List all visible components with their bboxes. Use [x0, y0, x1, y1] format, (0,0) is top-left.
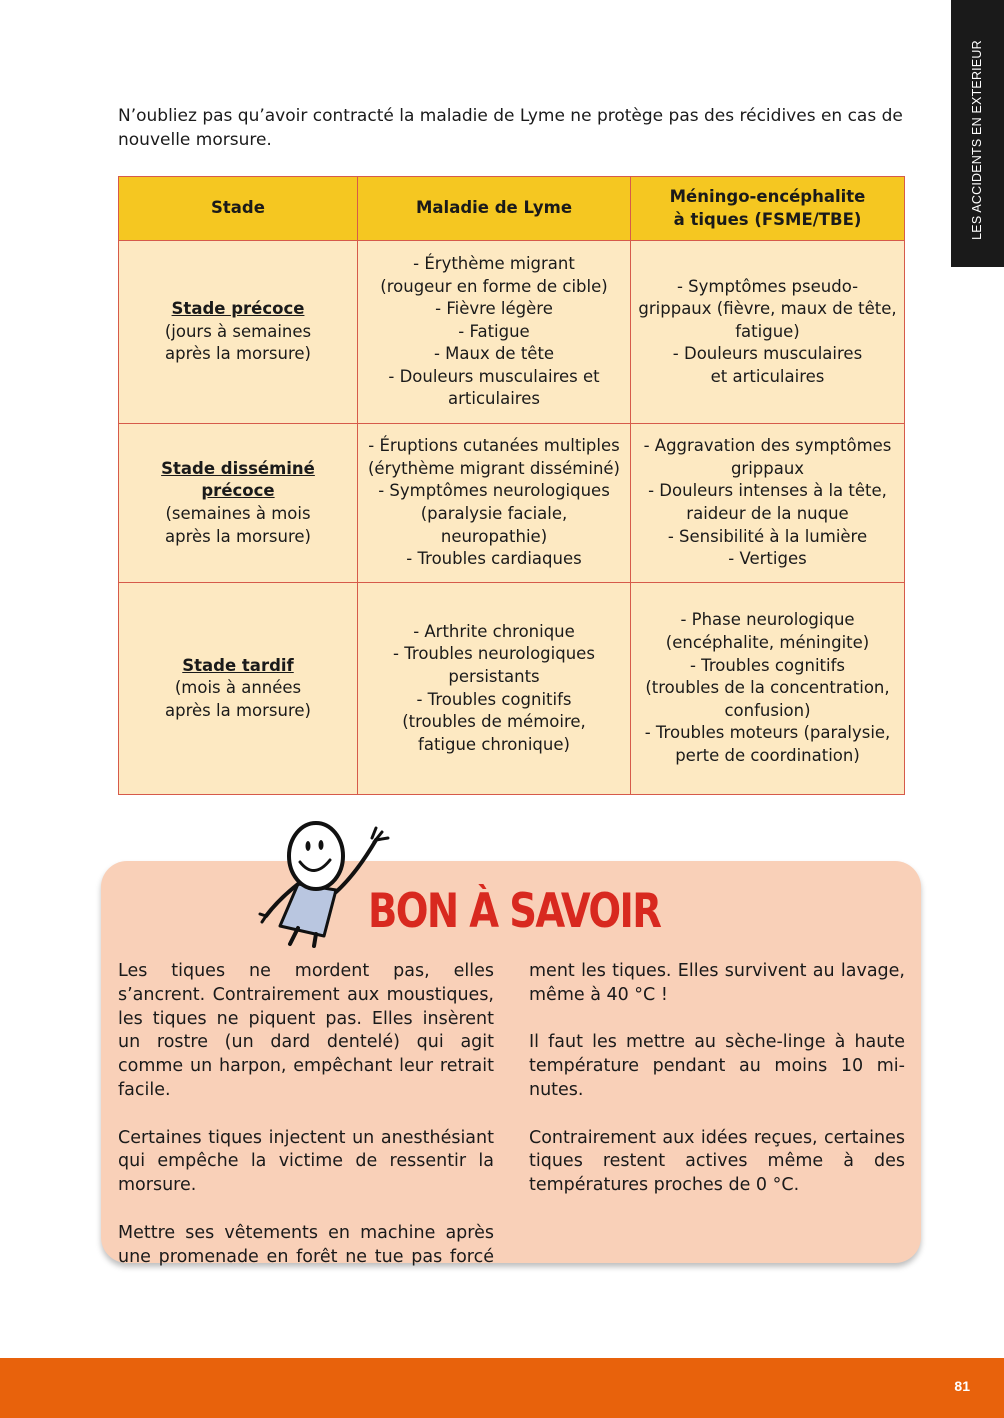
symptom-line: fatigue)	[735, 321, 800, 341]
symptom-line: - Vertiges	[728, 549, 807, 569]
stages-table	[118, 176, 905, 795]
symptom-line: neuropathie)	[440, 526, 548, 546]
stage-detail: après la morsure)	[165, 526, 311, 546]
page-number: 81	[954, 1378, 970, 1394]
symptom-line: - Douleurs musculaires et	[388, 366, 600, 386]
symptom-line: - Éruptions cutanées multiples	[368, 436, 620, 456]
symptom-line: perte de coordination)	[675, 745, 860, 765]
symptom-line: - Fatigue	[458, 321, 530, 341]
symptom-line: articulaires	[448, 389, 540, 409]
symptom-line: grippaux	[730, 458, 805, 478]
symptom-line: - Troubles cognitifs	[416, 689, 572, 709]
stage-cell	[119, 583, 358, 795]
stage-cell	[119, 241, 358, 424]
symptom-line: - Symptômes pseudo-	[676, 276, 859, 296]
symptom-line: - Troubles cardiaques	[406, 549, 582, 569]
good-to-know-title: BON À SAVOIR	[368, 884, 661, 939]
symptom-line: persistants	[448, 666, 540, 686]
symptom-line: - Troubles cognitifs	[689, 655, 846, 675]
stage-detail: (mois à années	[174, 678, 302, 698]
lyme-symptoms-cell	[358, 424, 631, 583]
tip-paragraph: Contrairement aux idées reçues, certaines tiques restent actives même à des températures proches de 0 °C.	[529, 1127, 905, 1196]
symptom-line: grippaux (fièvre, maux de tête,	[638, 299, 897, 319]
table-row	[119, 424, 905, 583]
tip-paragraph: Les tiques ne mordent pas, elles s’ancrent. Contrairement aux moustiques, les tiques ne piquent pas. Elles insèrent un rostre (un dard dentelé) qui agit comme un harpon, empêchant leur retrait facile.	[118, 961, 494, 1100]
header-lyme: Maladie de Lyme	[358, 177, 631, 241]
stage-detail: après la morsure)	[165, 700, 311, 720]
tip-paragraph: Certaines tiques injectent un anesthésiant qui empêche la victime de ressentir la morsure.	[118, 1127, 494, 1196]
stage-detail: (semaines à mois	[165, 504, 311, 523]
symptom-line: fatigue chronique)	[418, 734, 570, 754]
lyme-symptoms-cell	[358, 583, 631, 795]
symptom-line: - Aggravation des symptômes	[643, 436, 892, 456]
header-tbe: Méningo-encéphalite à tiques (FSME/TBE)	[631, 177, 905, 241]
stage-name: Stade tardif	[182, 655, 294, 675]
tbe-symptoms-cell	[631, 241, 905, 424]
good-to-know-left-column	[118, 960, 494, 1293]
table-row	[119, 583, 905, 795]
symptom-line: (encéphalite, méningite)	[665, 633, 870, 653]
symptom-line: raideur de la nuque	[686, 504, 849, 523]
lyme-symptoms-cell	[358, 241, 631, 424]
header-stage: Stade	[119, 177, 358, 241]
symptom-line: confusion)	[724, 700, 811, 720]
tip-paragraph: Mettre ses vêtements en machine après une promenade en forêt ne tue pas forcé	[118, 1222, 494, 1267]
symptom-line: (paralysie faciale,	[420, 504, 568, 523]
tbe-symptoms-cell	[631, 424, 905, 583]
symptom-line: - Troubles moteurs (paralysie,	[644, 723, 891, 743]
symptom-line: - Fièvre légère	[435, 299, 553, 319]
symptom-line: (troubles de la concentration,	[645, 678, 890, 698]
stage-detail: après la morsure)	[165, 344, 311, 364]
footer-bar	[0, 1358, 1004, 1418]
symptom-line: - Symptômes neurologiques	[378, 481, 610, 501]
stage-detail: (jours à semaines	[164, 321, 312, 341]
stage-name: Stade précoce	[171, 299, 305, 319]
section-tab	[951, 0, 1004, 267]
symptom-line: - Arthrite chronique	[413, 621, 575, 641]
symptom-line: - Sensibilité à la lumière	[667, 526, 868, 546]
good-to-know-right-column	[529, 960, 905, 1222]
tbe-symptoms-cell	[631, 583, 905, 795]
symptom-line: - Phase neurologique	[680, 610, 855, 630]
symptom-line: - Douleurs musculaires	[672, 344, 863, 364]
symptom-line: - Érythème migrant	[413, 253, 575, 273]
table-header-row	[119, 177, 905, 241]
section-tab-label: LES ACCIDENTS EN EXTERIEUR	[970, 40, 984, 240]
symptom-line: - Douleurs intenses à la tête,	[648, 481, 887, 501]
table-row	[119, 241, 905, 424]
intro-paragraph: N’oubliez pas qu’avoir contracté la maladie de Lyme ne protège pas des récidives en cas de nouvelle morsure.	[118, 106, 903, 150]
symptom-line: (érythème migrant disséminé)	[368, 458, 620, 478]
stage-cell	[119, 424, 358, 583]
symptom-line: (troubles de mémoire,	[402, 712, 586, 732]
tip-paragraph: Il faut les mettre au sèche-linge à haute température pendant au moins 10 minutes.	[529, 1032, 905, 1100]
stage-name: Stade disséminé précoce	[161, 458, 315, 501]
symptom-line: (rougeur en forme de cible)	[380, 276, 608, 296]
tip-paragraph: ment les tiques. Elles survivent au lavage, même à 40 °C !	[529, 961, 905, 1005]
symptom-line: - Maux de tête	[433, 344, 555, 364]
symptom-line: - Troubles neurologiques	[393, 644, 595, 664]
symptom-line: et articulaires	[710, 366, 825, 386]
